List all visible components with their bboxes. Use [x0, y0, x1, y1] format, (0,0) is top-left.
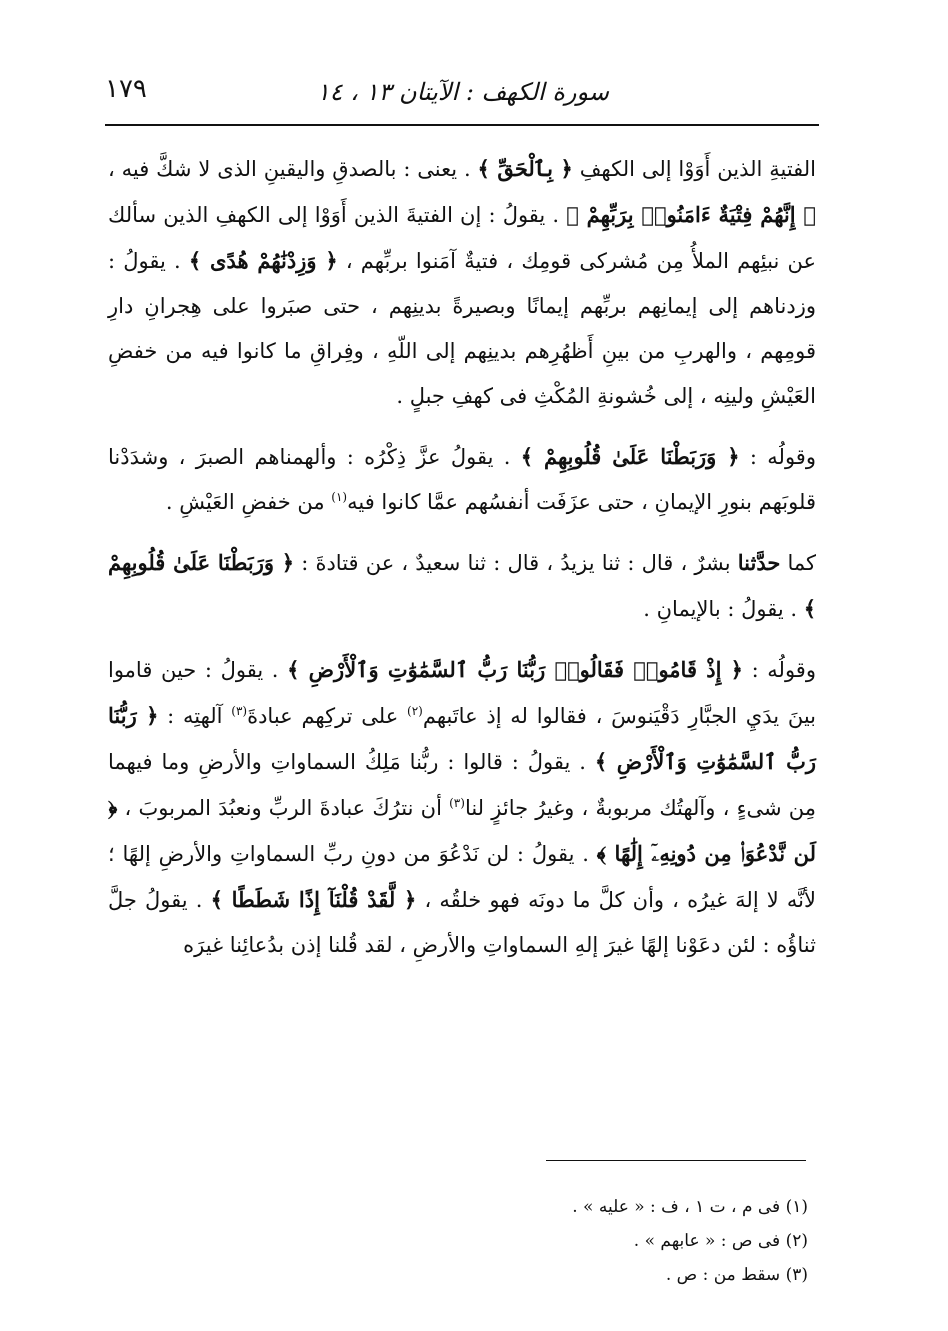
text-run: كما — [780, 551, 817, 575]
text-run: . يقولُ جلَّ ثناؤُه : لئن دعَوْنا إلهًا غيرَ إلهِ السماواتِ والأرضِ ، لقد قُلنا إذن بدُعائِنا غيرَه — [108, 888, 816, 957]
text-run: . يقولُ : لن نَدْعُوَ من دونِ ربِّ السماواتِ والأرضِ إلهًا ؛ لأنَّه لا إلهَ غيرُه ، وأن كلَّ ما دونَه فهو خلقُه ، — [108, 842, 816, 912]
text-run: . يعنى : بالصدقِ واليقينِ الذى لا شكَّ فيه ، — [108, 157, 478, 181]
bold-text: حدَّثنا — [737, 550, 781, 575]
footnote-ref: (٣) — [449, 796, 465, 810]
text-run: آلهتِه : — [158, 704, 232, 728]
footnote-ref: (١) — [331, 490, 348, 504]
quran-quote: ﴿ بِٱلْحَقِّ ﴾ — [477, 156, 573, 181]
footnotes — [308, 1190, 808, 1292]
paragraph — [108, 647, 816, 968]
header-rule — [105, 124, 819, 126]
quran-quote: ﴿ رَبُّنَا رَبُّ ٱلسَّمَٰوَٰتِ وَٱلْأَرْضِ ﴾ — [108, 703, 816, 774]
quran-quote: ﴿ وَرَبَطْنَا عَلَىٰ قُلُوبِهِمْ ﴾ — [108, 550, 816, 621]
text-run: . يقولُ : إن الفتيةَ الذين أَوَوْا إلى الكهفِ الذين سألك عن نبئِهم الملأُ مِن مُشركى قومِك ، فتيةٌ آمَنوا بربِّهم ، — [108, 203, 816, 273]
quran-quote: ﴿ إِنَّهُمْ فِتْيَةٌ ءَامَنُوا۟ بِرَبِّهِمْ ﴾ — [566, 202, 816, 227]
footnote-ref: (٣) — [231, 704, 248, 718]
footnote-ref: (٢) — [407, 704, 423, 718]
paragraph — [108, 434, 816, 525]
quran-quote: ﴿ إِذْ قَامُوا۟ فَقَالُوا۟ رَبُّنَا رَبُّ ٱلسَّمَٰوَٰتِ وَٱلْأَرْضِ ﴾ — [287, 657, 743, 682]
text-run: . يقولُ : بالإيمانِ . — [643, 597, 804, 621]
paragraph — [108, 540, 816, 632]
paragraph — [108, 146, 816, 419]
footnote: (٢) فى ص : « عابهم » . — [633, 1231, 808, 1251]
text-run: . يقولُ : قالوا : ربُّنا مَلِكُ السماواتِ والأرضِ وما فيهما مِن شىءٍ ، وآلهتُك مربوبةٌ ، وغيرُ جائزٍ لنا — [108, 750, 816, 820]
page-number: ١٧٩ — [105, 74, 147, 104]
running-title: سورة الكهف : الآيتان ١٣ ، ١٤ — [316, 78, 609, 106]
text-run: بشرٌ ، قال : ثنا يزيدُ ، قال : ثنا سعيدٌ ، عن قتادةَ : — [294, 551, 738, 575]
text-run: وقولُه : — [742, 658, 816, 682]
footnote: (١) فى م ، ت ١ ، ف : « عليه » . — [572, 1197, 808, 1217]
page-header — [105, 68, 819, 116]
quran-quote: ﴿ وَزِدْنَٰهُمْ هُدًى ﴾ — [188, 248, 338, 273]
text-run: على تركِهم عبادةَ — [247, 704, 408, 728]
footnote-rule — [546, 1160, 806, 1161]
quran-quote: ﴿ وَرَبَطْنَا عَلَىٰ قُلُوبِهِمْ ﴾ — [520, 444, 740, 469]
quran-quote: ﴿ لَّقَدْ قُلْنَآ إِذًا شَطَطًا ﴾ — [210, 887, 417, 912]
text-run: وقولُه : — [739, 445, 816, 469]
text-run: الفتيةِ الذين أَوَوْا إلى الكهفِ — [572, 157, 817, 181]
text-run: من خفضِ العَيْشِ . — [165, 490, 332, 514]
text-run: أن نترُكَ عبادةَ الربِّ ونعبُدَ المربوبَ ، — [117, 796, 450, 820]
text-run: . يقولُ عزَّ ذِكْرُه : وألهمناهم الصبرَ ، وشدَدْنا قلوبَهم بنورِ الإيمانِ ، حتى عزَفَت أنفسُهم عمَّا كانوا فيه — [108, 445, 816, 514]
text-run: . يقولُ : وزدناهم إلى إيمانِهم بربِّهم إيمانًا وبصيرةً بدينِهم ، حتى صبَروا على هِجرانِ دارِ قومِهم ، والهربِ من بينِ أَظهُرِهم بدينِهم إلى اللّهِ ، وفِراقِ ما كانوا فيه من خفضِ العَيْشِ ولينِه ، إلى خُشونةِ المُكْثِ فى كهفِ جبلٍ . — [108, 249, 816, 408]
quran-quote: ﴿ لَن نَّدْعُوَا۟ مِن دُونِهِۦٓ إِلَٰهًا ﴾ — [108, 795, 817, 866]
footnote: (٣) سقط من : ص . — [665, 1265, 808, 1285]
main-text — [108, 146, 816, 968]
text-run: . يقولُ : حين قاموا بينَ يدَيِ الجبَّارِ دَقْيَنوسَ ، فقالوا له إذ عاتَبهم — [108, 658, 817, 728]
